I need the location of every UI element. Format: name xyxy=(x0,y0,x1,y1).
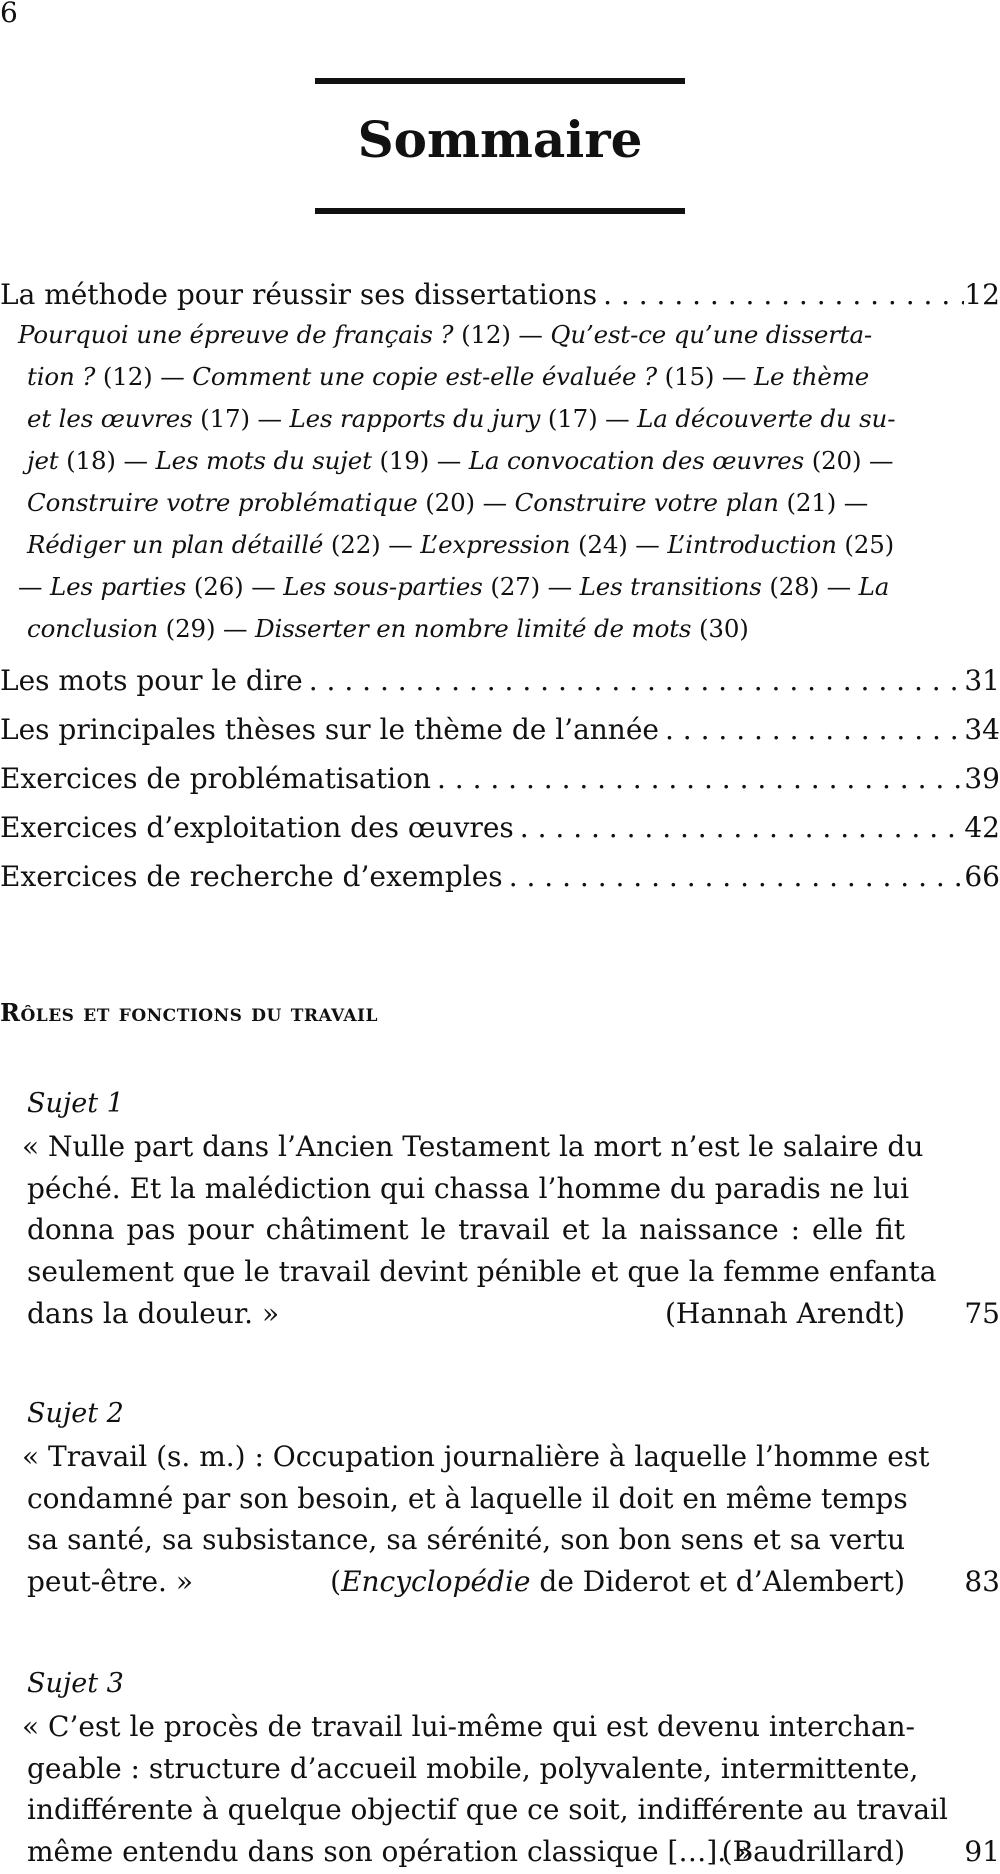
title-top-rule xyxy=(315,78,685,84)
subentry-page: (25) xyxy=(844,530,895,559)
subentry-page: (24) xyxy=(577,530,628,559)
subentry-page: (17) xyxy=(547,404,598,433)
subentry-title: Qu’est-ce qu’une disserta- xyxy=(550,320,873,349)
toc-entry-page: 31 xyxy=(964,664,1000,697)
subentry-title: Disserter en nombre limité de mots xyxy=(255,614,692,643)
toc-subentries-line: Pourquoi une épreuve de français ? (12) — Qu’est-ce qu’une disserta- xyxy=(18,320,873,349)
subentry-title: L’introduction xyxy=(667,530,837,559)
quote-line: donna pas pour châtiment le travail et la naissance : elle fit xyxy=(27,1213,905,1246)
toc-entry xyxy=(0,278,1000,318)
toc-entry-page: 42 xyxy=(964,811,1000,844)
toc-entry xyxy=(0,762,1000,802)
toc-leader-dots xyxy=(431,762,964,795)
subentry-title: Les mots du sujet xyxy=(155,446,372,475)
quote-line: geable : structure d’accueil mobile, polyvalente, intermittente, xyxy=(27,1752,919,1785)
subentry-page: (22) xyxy=(330,530,381,559)
toc-subentries-line: et les œuvres (17) — Les rapports du jury (17) — La découverte du su- xyxy=(27,404,896,433)
toc-entry-page: 66 xyxy=(964,860,1000,893)
subentry-page: (21) xyxy=(786,488,837,517)
subentry-title-cont: tion ? xyxy=(27,362,96,391)
toc-entry-label: Les mots pour le dire xyxy=(0,664,303,697)
subentry-title: Les rapports du jury xyxy=(289,404,541,433)
sujet-label: Sujet 2 xyxy=(27,1398,124,1429)
toc-leader-dots xyxy=(514,811,965,844)
section-heading xyxy=(0,998,378,1027)
subentry-page: (26) xyxy=(193,572,244,601)
page-number: 6 xyxy=(0,0,18,29)
toc-leader-dots xyxy=(659,713,964,746)
toc-subentries-line: conclusion (29) — Disserter en nombre limité de mots (30) xyxy=(27,614,749,643)
quote-line: péché. Et la malédiction qui chassa l’homme du paradis ne lui xyxy=(27,1172,910,1205)
subentry-title: Les sous-parties xyxy=(283,572,483,601)
quote-line: seulement que le travail devint pénible et que la femme enfanta xyxy=(27,1255,937,1288)
subentry-title: Les parties xyxy=(50,572,187,601)
subentry-page: (12) xyxy=(461,320,511,349)
subentry-page: (28) xyxy=(769,572,820,601)
toc-leader-dots xyxy=(597,278,964,311)
section-heading-text: Rôles et fonctions du travail xyxy=(0,998,378,1028)
quote-author: (Baudrillard) xyxy=(721,1835,905,1868)
toc-entry xyxy=(0,860,1000,900)
toc-entry-label: Les principales thèses sur le thème de l’année xyxy=(0,713,659,746)
toc-entry-page: 39 xyxy=(964,762,1000,795)
sujet-label: Sujet 1 xyxy=(27,1088,124,1119)
toc-leader-dots xyxy=(503,860,965,893)
subentry-title: Construire votre problématique xyxy=(27,488,418,517)
subentry-page: (17) xyxy=(200,404,250,433)
subentry-title-cont: et les œuvres xyxy=(27,404,193,433)
toc-subentries-line: tion ? (12) — Comment une copie est-elle évaluée ? (15) — Le thème xyxy=(27,362,870,391)
sujet-page: 83 xyxy=(964,1565,1000,1598)
subentry-page: (20) xyxy=(811,446,862,475)
subentry-title: Pourquoi une épreuve de français ? xyxy=(18,320,454,349)
quote-author-work: Encyclopédie xyxy=(341,1565,531,1598)
subentry-page: (19) xyxy=(379,446,430,475)
toc-entry xyxy=(0,811,1000,851)
toc-entry xyxy=(0,713,1000,753)
toc-subentries-line: — Les parties (26) — Les sous-parties (27) — Les transitions (28) — La xyxy=(18,572,890,601)
quote-author: (Hannah Arendt) xyxy=(664,1297,905,1330)
subentry-title: Rédiger un plan détaillé xyxy=(27,530,324,559)
toc-entry-label: Exercices de recherche d’exemples xyxy=(0,860,503,893)
subentry-title: La découverte du su- xyxy=(637,404,896,433)
page-title: Sommaire xyxy=(357,110,643,169)
toc-entry-page: 34 xyxy=(964,713,1000,746)
subentry-title: L’expression xyxy=(420,530,571,559)
subentry-title: Construire votre plan xyxy=(514,488,779,517)
subentry-page: (18) xyxy=(66,446,116,475)
toc-entry xyxy=(0,664,1000,704)
sujet-label: Sujet 3 xyxy=(27,1668,124,1699)
sujet-page: 75 xyxy=(964,1297,1000,1330)
subentry-page: (30) xyxy=(699,614,749,643)
subentry-title: La convocation des œuvres xyxy=(468,446,805,475)
toc-entry-page: 12 xyxy=(964,278,1000,311)
quote-line: sa santé, sa subsistance, sa sérénité, son bon sens et sa vertu xyxy=(27,1523,905,1556)
quote-line: indifférente à quelque objectif que ce soit, indifférente au travail xyxy=(27,1793,948,1826)
quote-line: peut-être. » xyxy=(27,1565,193,1598)
quote-line: même entendu dans son opération classique […]. » xyxy=(27,1835,753,1868)
quote-author-name: de Diderot et d’Alembert xyxy=(539,1565,895,1598)
sujet-page: 91 xyxy=(964,1835,1000,1868)
toc-entry-label: Exercices d’exploitation des œuvres xyxy=(0,811,514,844)
subentry-page: (15) xyxy=(664,362,715,391)
quote-line: « Travail (s. m.) : Occupation journalière à laquelle l’homme est xyxy=(22,1440,930,1473)
subentry-title: Comment une copie est-elle évaluée ? xyxy=(192,362,657,391)
quote-line: condamné par son besoin, et à laquelle il doit en même temps xyxy=(27,1482,908,1515)
title-bottom-rule xyxy=(315,208,685,214)
quote-line: dans la douleur. » xyxy=(27,1297,280,1330)
subentry-page: (12) xyxy=(102,362,153,391)
subentry-title-cont: conclusion xyxy=(27,614,159,643)
subentry-title-cont: jet xyxy=(27,446,59,475)
toc-leader-dots xyxy=(303,664,965,697)
quote-author: (Encyclopédie de Diderot et d’Alembert) xyxy=(330,1565,905,1598)
quote-line: « C’est le procès de travail lui-même qui est devenu interchan- xyxy=(22,1710,916,1743)
subentry-page: (20) xyxy=(425,488,475,517)
toc-subentries-line: Construire votre problématique (20) — Construire votre plan (21) — xyxy=(27,488,869,517)
subentry-page: (27) xyxy=(490,572,541,601)
subentry-title: La xyxy=(858,572,890,601)
subentry-title: Les transitions xyxy=(579,572,762,601)
subentry-title: Le thème xyxy=(753,362,870,391)
toc-entry-label: La méthode pour réussir ses dissertations xyxy=(0,278,598,311)
toc-entry-label: Exercices de problématisation xyxy=(0,762,431,795)
toc-subentries-line: Rédiger un plan détaillé (22) — L’expression (24) — L’introduction (25) xyxy=(27,530,895,559)
subentry-page: (29) xyxy=(165,614,216,643)
quote-line: « Nulle part dans l’Ancien Testament la mort n’est le salaire du xyxy=(22,1130,924,1163)
toc-subentries-line: jet (18) — Les mots du sujet (19) — La convocation des œuvres (20) — xyxy=(27,446,894,475)
